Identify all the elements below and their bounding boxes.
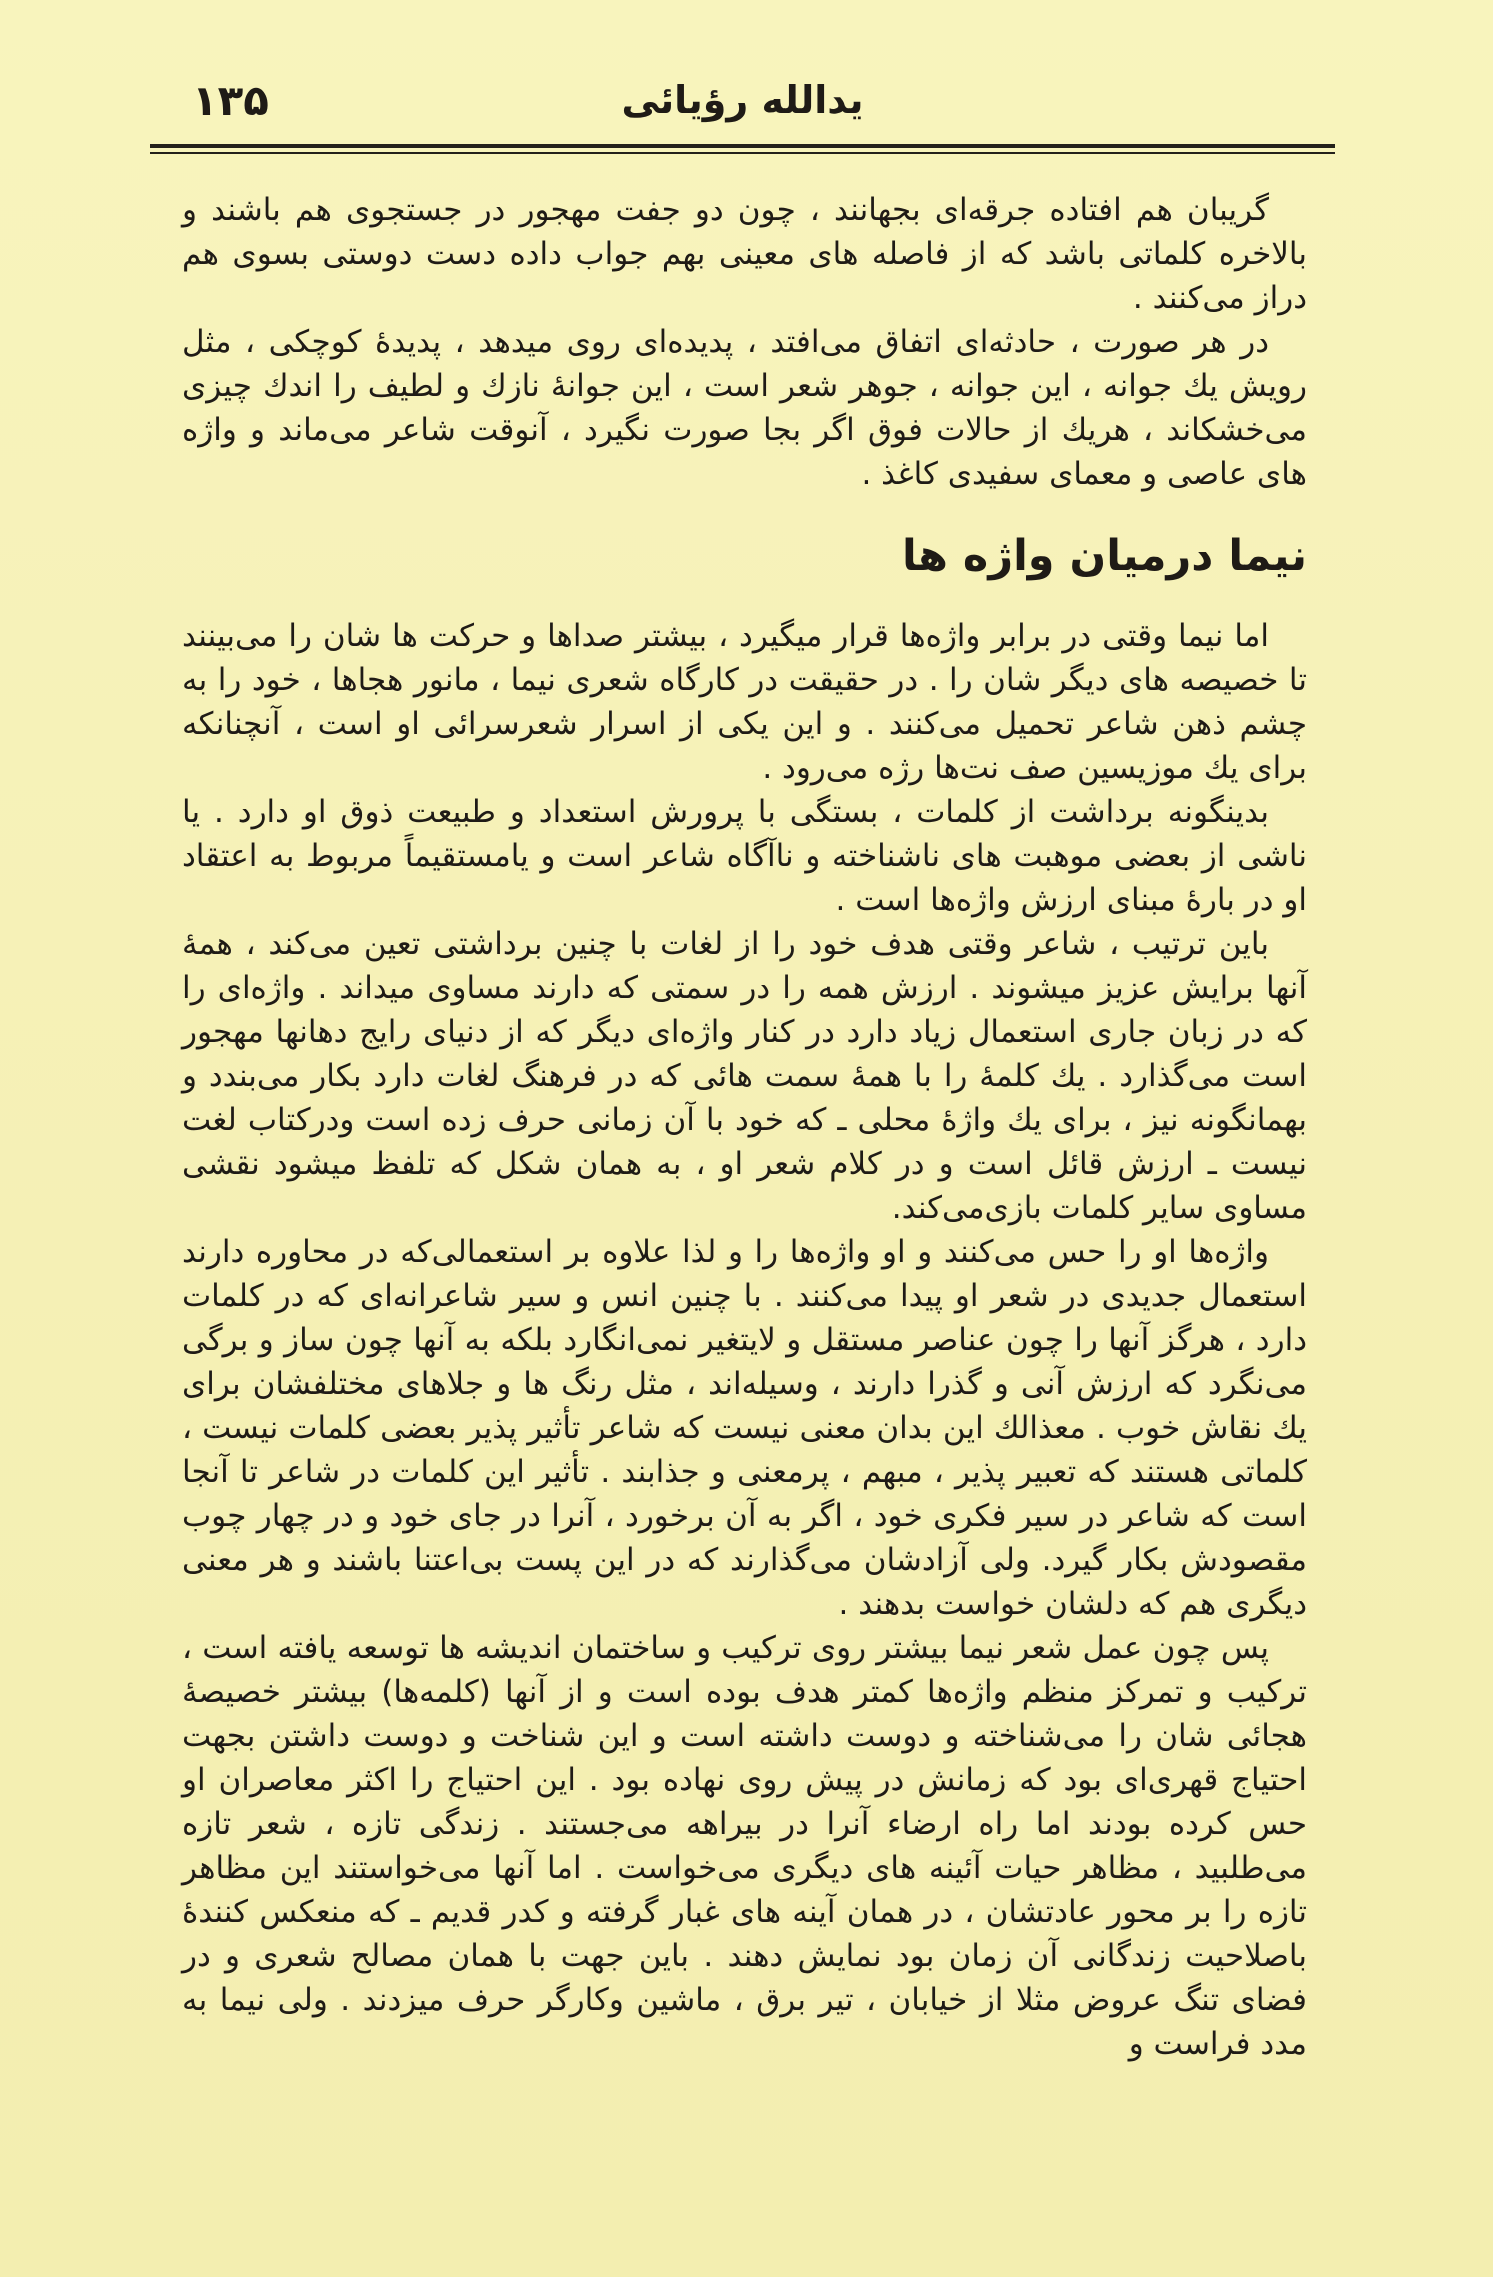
paragraph-2: بدینگونه برداشت از کلمات ، بستگی با پرورش استعداد و طبیعت ذوق او دارد . یا ناشی از بعضی موهبت های ناشناخته و ناآگاه شاعر است و یامستقیماً مربوط به اعتقاد او در بارهٔ مبنای ارزش واژه‌ها است . [182, 794, 1307, 918]
paragraph-4: واژه‌ها او را حس می‌کنند و او واژه‌ها را و لذا علاوه بر استعمالی‌که در محاوره دارند استعمال جدیدی در شعر او پیدا می‌کنند . با چنین انس و سیر شاعرانه‌ای که در کلمات دارد ، هرگز آنها را چون عناصر مستقل و لایتغیر نمی‌انگارد بلکه به آنها چون ساز و برگی می‌نگرد که ارزش آنی و گذرا دارند ، وسیله‌اند ، مثل رنگ ها و جلاهای مختلفشان برای یك نقاش خوب . معذالك این بدان معنی نیست که شاعر تأثیر پذیر بعضی کلمات نیست ، کلماتی هستند که تعبیر پذیر ، مبهم ، پرمعنی و جذابند . تأثیر این کلمات در شاعر تا آنجا است که شاعر در سیر فکری خود ، اگر به آن برخورد ، آنرا در جای خود و در چهار چوب مقصودش بکار گیرد. ولی آزادشان می‌گذارند که در این پست بی‌اعتنا باشند و هر معنی دیگری هم که دلشان خواست بدهند . [182, 1234, 1307, 1622]
section-title: نیما درمیان واژه ها [902, 531, 1307, 581]
main-text-column [182, 188, 1307, 2066]
page-number: ۱۳۵ [192, 76, 269, 125]
paragraph-5: پس چون عمل شعر نیما بیشتر روی ترکیب و ساختمان اندیشه ها توسعه یافته است ، ترکیب و تمرکز منظم واژه‌ها کمتر هدف بوده است و از آنها (کلمه‌ها) بیشتر خصیصهٔ هجائی شان را می‌شناخته و دوست داشته است و این شناخت و دوست داشتن بجهت احتیاج قهری‌ای بود که زمانش در پیش روی نهاده بود . این احتیاج را اکثر معاصران او حس کرده بودند اما راه ارضاء آنرا در بیراهه می‌جستند . زندگی تازه ، شعر تازه می‌طلبید ، مظاهر حیات آئینه های دیگری می‌خواست . اما آنها می‌خواستند این مظاهر تازه را بر محور عادتشان ، در همان آینه های غبار گرفته و کدر قدیم ـ که منعکس کنندهٔ باصلاحیت زندگانی آن زمان بود نمایش دهند . باین جهت با همان مصالح شعری و در فضای تنگ عروض مثلا از خیابان ، تیر برق ، ماشین وکارگر حرف میزدند . ولی نیما به مدد فراست و [182, 1630, 1307, 2062]
paragraph-intro-1: گریبان هم افتاده جرقه‌ای بجهانند ، چون دو جفت مهجور در جستجوی هم باشند و بالاخره کلماتی باشد که از فاصله های معینی بهم جواب داده دست دوستی بسوی هم دراز می‌کنند . [182, 192, 1307, 316]
paragraph-intro-2: در هر صورت ، حادثه‌ای اتفاق می‌افتد ، پدیده‌ای روی میدهد ، پدیدهٔ کوچکی ، مثل رویش یك جوانه ، این جوانه ، جوهر شعر است ، این جوانهٔ نازك و لطیف را اندك چیزی می‌خشکاند ، هریك از حالات فوق اگر بجا صورت نگیرد ، آنوقت شاعر می‌ماند و واژه های عاصی و معمای سفیدی کاغذ . [182, 324, 1307, 492]
paragraph-1: اما نیما وقتی در برابر واژه‌ها قرار میگیرد ، بیشتر صداها و حرکت ها شان را می‌بینند تا خصیصه های دیگر شان را . در حقیقت در کارگاه شعری نیما ، مانور هجاها ، خود را به چشم ذهن شاعر تحمیل می‌کنند . و این یکی از اسرار شعرسرائی او است ، آنچنانکه برای یك موزیسین صف نت‌ها رژه می‌رود . [182, 618, 1307, 786]
header-rule-thin [150, 152, 1335, 154]
page-header [150, 64, 1335, 154]
header-rule-thick [150, 144, 1335, 148]
running-head: یدالله رؤیائی [621, 78, 864, 122]
paragraph-3: باین ترتیب ، شاعر وقتی هدف خود را از لغات با چنین برداشتی تعین می‌کند ، همهٔ آنها برایش عزیز میشوند . ارزش همه را در سمتی که دارند مساوی میداند . واژه‌ای را که در زبان جاری استعمال زیاد دارد در کنار واژه‌ای دیگر که از دنیای رایج دهانها مهجور است می‌گذارد . یك کلمهٔ را با همهٔ سمت هائی که در فرهنگ لغات دارد بکار می‌بندد و بهمانگونه نیز ، برای یك واژهٔ محلی ـ که خود با آن زمانی حرف زده است ودرکتاب لغت نیست ـ ارزش قائل است و در کلام شعر او ، به همان شکل که تلفظ میشود نقشی مساوی سایر کلمات بازی‌می‌کند. [182, 926, 1307, 1226]
